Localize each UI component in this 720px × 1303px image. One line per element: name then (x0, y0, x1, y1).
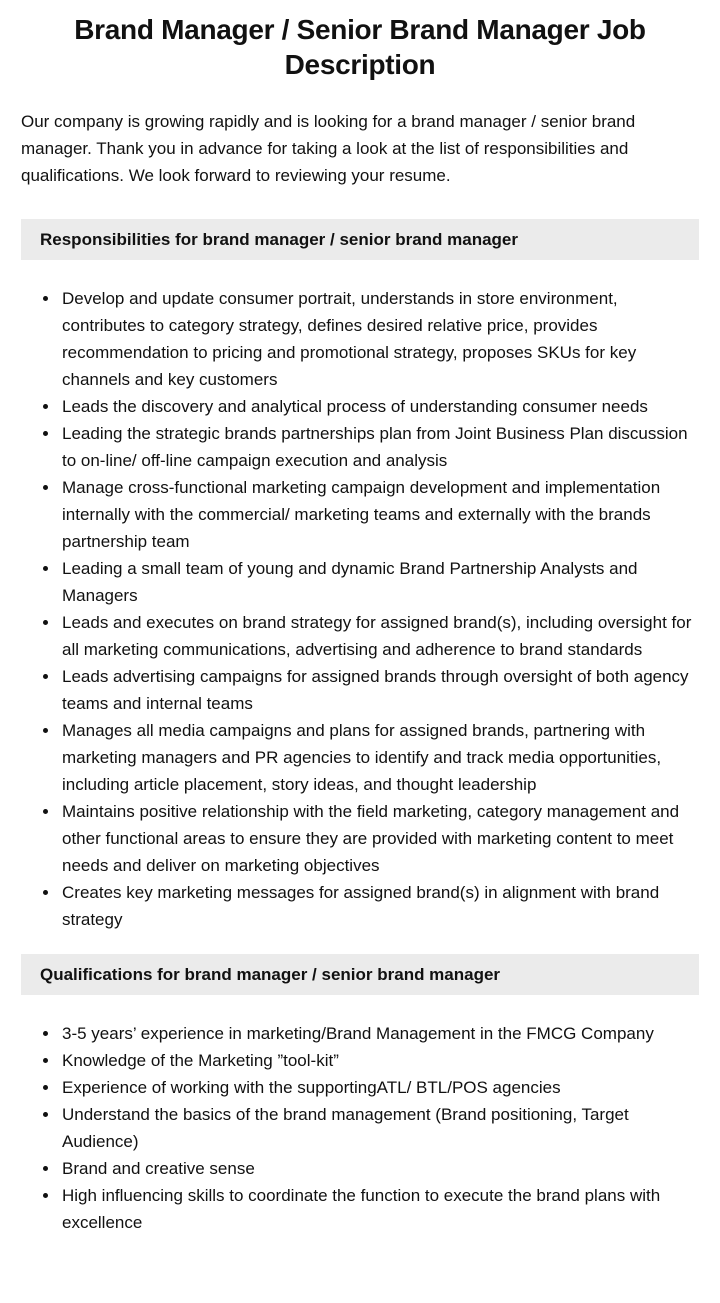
responsibilities-heading: Responsibilities for brand manager / senior brand manager (21, 219, 699, 260)
qualifications-list (21, 1020, 699, 1236)
list-item: • Leading the strategic brands partnerships plan from Joint Business Plan discussion to on-line/ off-line campaign execution and analysis (60, 420, 699, 474)
list-item: • Develop and update consumer portrait, understands in store environment, contributes to category strategy, defines desired relative price, provides recommendation to pricing and promotional strategy, proposes SKUs for key channels and key customers (60, 285, 699, 393)
list-item: • Experience of working with the supportingATL/ BTL/POS agencies (60, 1074, 699, 1101)
qualifications-heading: Qualifications for brand manager / senior brand manager (21, 954, 699, 995)
list-item: • Leads advertising campaigns for assigned brands through oversight of both agency teams and internal teams (60, 663, 699, 717)
list-item: • Leads and executes on brand strategy for assigned brand(s), including oversight for all marketing communications, advertising and adherence to brand standards (60, 609, 699, 663)
list-item: • Manages all media campaigns and plans for assigned brands, partnering with marketing managers and PR agencies to identify and track media opportunities, including article placement, story ideas, and thought leadership (60, 717, 699, 798)
responsibilities-list (21, 285, 699, 933)
list-item: • Creates key marketing messages for assigned brand(s) in alignment with brand strategy (60, 879, 699, 933)
list-item: • High influencing skills to coordinate the function to execute the brand plans with excellence (60, 1182, 699, 1236)
list-item: • Brand and creative sense (60, 1155, 699, 1182)
page-title: Brand Manager / Senior Brand Manager Job Description (74, 14, 646, 80)
list-item: • Knowledge of the Marketing ”tool-kit” (60, 1047, 699, 1074)
list-item: • 3-5 years’ experience in marketing/Brand Management in the FMCG Company (60, 1020, 699, 1047)
responsibilities-section (0, 219, 720, 933)
intro-paragraph: Our company is growing rapidly and is looking for a brand manager / senior brand manager. Thank you in advance for taking a look at the list of responsibilities and qualifications. We look forward to reviewing your resume. (21, 112, 636, 185)
list-item: • Manage cross-functional marketing campaign development and implementation internally with the commercial/ marketing teams and externally with the brands partnership team (60, 474, 699, 555)
qualifications-section (0, 954, 720, 1236)
list-item: • Maintains positive relationship with the field marketing, category management and other functional areas to ensure they are provided with marketing content to meet needs and deliver on marketing objectives (60, 798, 699, 879)
list-item: • Leads the discovery and analytical process of understanding consumer needs (60, 393, 699, 420)
list-item: • Leading a small team of young and dynamic Brand Partnership Analysts and Managers (60, 555, 699, 609)
list-item: • Understand the basics of the brand management (Brand positioning, Target Audience) (60, 1101, 699, 1155)
